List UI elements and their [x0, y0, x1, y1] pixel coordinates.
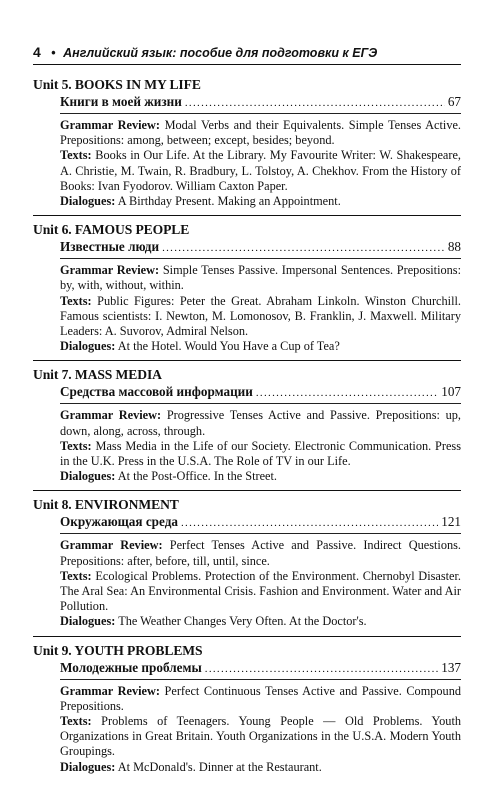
grammar-label: Grammar Review:: [60, 683, 160, 698]
dialogues-label: Dialogues:: [60, 759, 116, 774]
dialogues-label: Dialogues:: [60, 194, 116, 209]
texts-list: [60, 714, 461, 760]
grammar-review: [60, 263, 461, 293]
grammar-text: Simple Tenses Passive. Impersonal Sentences. Prepositions: by, with, without, within.: [60, 263, 462, 293]
texts-label: Texts:: [60, 148, 92, 163]
header-bullet: •: [51, 46, 56, 60]
book-title: Английский язык: пособие для подготовки к ЕГЭ: [63, 46, 378, 60]
dialogues-list: [60, 614, 461, 629]
toc-entry[interactable]: [60, 383, 461, 402]
grammar-label: Grammar Review:: [60, 118, 160, 132]
grammar-review: [60, 538, 461, 568]
dialogues-text: At the Post-Office. In the Street.: [117, 469, 278, 484]
grammar-review: [60, 408, 461, 438]
dot-leader: [181, 515, 438, 532]
dialogues-label: Dialogues:: [60, 469, 116, 484]
unit-page-number: 121: [441, 514, 461, 530]
texts-label: Texts:: [60, 293, 92, 308]
dialogues-label: Dialogues:: [60, 339, 116, 354]
texts-text: Problems of Teenagers. Young People — Old Problems. Youth Organizations in Great Britain. Youth Organizations in the U.S.A. Modern Youth Groupings.: [60, 714, 462, 759]
unit-page-number: 137: [441, 659, 461, 675]
unit-russian-title: Средства массовой информации: [60, 384, 253, 400]
grammar-label: Grammar Review:: [60, 408, 162, 423]
texts-list: [60, 439, 461, 469]
toc-entry[interactable]: [60, 238, 461, 257]
unit-page-number: 88: [447, 239, 461, 255]
texts-label: Texts:: [60, 568, 92, 583]
dialogues-text: At the Hotel. Would You Have a Cup of Tea?: [117, 339, 340, 354]
unit-separator: [33, 490, 461, 491]
dialogues-list: [60, 469, 461, 484]
grammar-text: Modal Verbs and their Equivalents. Simple Tenses Active. Prepositions: among, between; except, besides; beyond.: [60, 118, 462, 148]
unit-russian-title: Окружающая среда: [60, 514, 178, 530]
texts-text: Public Figures: Peter the Great. Abraham Linkoln. Winston Churchill. Famous scientists: I. Newton, M. Lomonosov, B. Franklin, J. Maxwell. Military Leaders: A. Suvorov, Admiral Nelson.: [60, 293, 461, 339]
texts-label: Texts:: [60, 714, 92, 729]
grammar-review: [60, 684, 461, 714]
page-number: 4: [33, 44, 41, 60]
dot-leader: [185, 95, 445, 112]
unit-title: Unit 7. MASS MEDIA: [33, 367, 162, 383]
toc-unit: [33, 76, 461, 216]
toc-unit: [33, 642, 461, 775]
unit-details: [60, 680, 461, 775]
grammar-label: Grammar Review:: [60, 538, 163, 553]
unit-separator: [33, 215, 461, 216]
grammar-review: [60, 118, 461, 148]
texts-text: Ecological Problems. Protection of the Environment. Chernobyl Disaster. The Aral Sea: An Environmental Crisis. Fashion and Environment. Water and Air Pollution.: [60, 568, 462, 614]
toc-entry[interactable]: [60, 659, 461, 678]
toc-unit: [33, 366, 461, 491]
grammar-text: Perfect Continuous Tenses Active and Passive. Compound Prepositions.: [60, 683, 462, 713]
unit-page-number: 67: [447, 94, 461, 109]
unit-title: Unit 6. FAMOUS PEOPLE: [33, 222, 190, 238]
dot-leader: [256, 385, 438, 402]
unit-separator: [33, 360, 461, 361]
unit-details: [60, 404, 461, 484]
texts-list: [60, 148, 461, 194]
header-rule: [33, 64, 461, 65]
unit-details: [60, 534, 461, 629]
unit-title: Unit 8. ENVIRONMENT: [33, 497, 179, 513]
texts-text: Books in Our Life. At the Library. My Favourite Writer: W. Shakespeare, A. Christie, M. Twain, R. Bradbury, L. Tolstoy, A. Chekhov. From the History of Books: Ivan Fyodorov. William Caxton Paper.: [60, 148, 462, 193]
toc-unit: [33, 221, 461, 361]
toc-entry[interactable]: [60, 513, 461, 532]
unit-russian-title: Молодежные проблемы: [60, 659, 202, 675]
dialogues-text: At McDonald's. Dinner at the Restaurant.: [117, 759, 322, 774]
texts-text: Mass Media in the Life of our Society. Electronic Communication. Press in the U.K. Press in the U.S.A. The Role of TV in our Life.: [60, 438, 462, 469]
texts-list: [60, 569, 461, 615]
toc-unit: [33, 496, 461, 636]
unit-separator: [33, 636, 461, 637]
grammar-label: Grammar Review:: [60, 263, 160, 278]
dialogues-label: Dialogues:: [60, 614, 116, 629]
grammar-text: Perfect Tenses Active and Passive. Indirect Questions. Prepositions: after, before, till, until, since.: [60, 538, 462, 568]
unit-details: [60, 259, 461, 354]
dialogues-list: [60, 339, 461, 354]
dot-leader: [162, 240, 445, 257]
texts-list: [60, 294, 461, 340]
grammar-text: Progressive Tenses Active and Passive. Prepositions: up, down, along, across, through.: [60, 408, 461, 438]
toc-entry[interactable]: [60, 93, 461, 112]
unit-russian-title: Книги в моей жизни: [60, 94, 182, 109]
unit-russian-title: Известные люди: [60, 239, 160, 255]
running-header: [33, 44, 461, 60]
unit-title: Unit 5. BOOKS IN MY LIFE: [33, 77, 201, 92]
unit-page-number: 107: [441, 384, 461, 400]
dot-leader: [205, 661, 438, 678]
unit-details: [60, 114, 461, 209]
dialogues-list: [60, 760, 461, 775]
dialogues-text: The Weather Changes Very Often. At the Doctor's.: [118, 614, 367, 629]
dialogues-text: A Birthday Present. Making an Appointment.: [117, 194, 341, 209]
unit-title: Unit 9. YOUTH PROBLEMS: [33, 642, 203, 658]
texts-label: Texts:: [60, 438, 92, 453]
dialogues-list: [60, 194, 461, 209]
table-of-contents: [33, 76, 461, 775]
